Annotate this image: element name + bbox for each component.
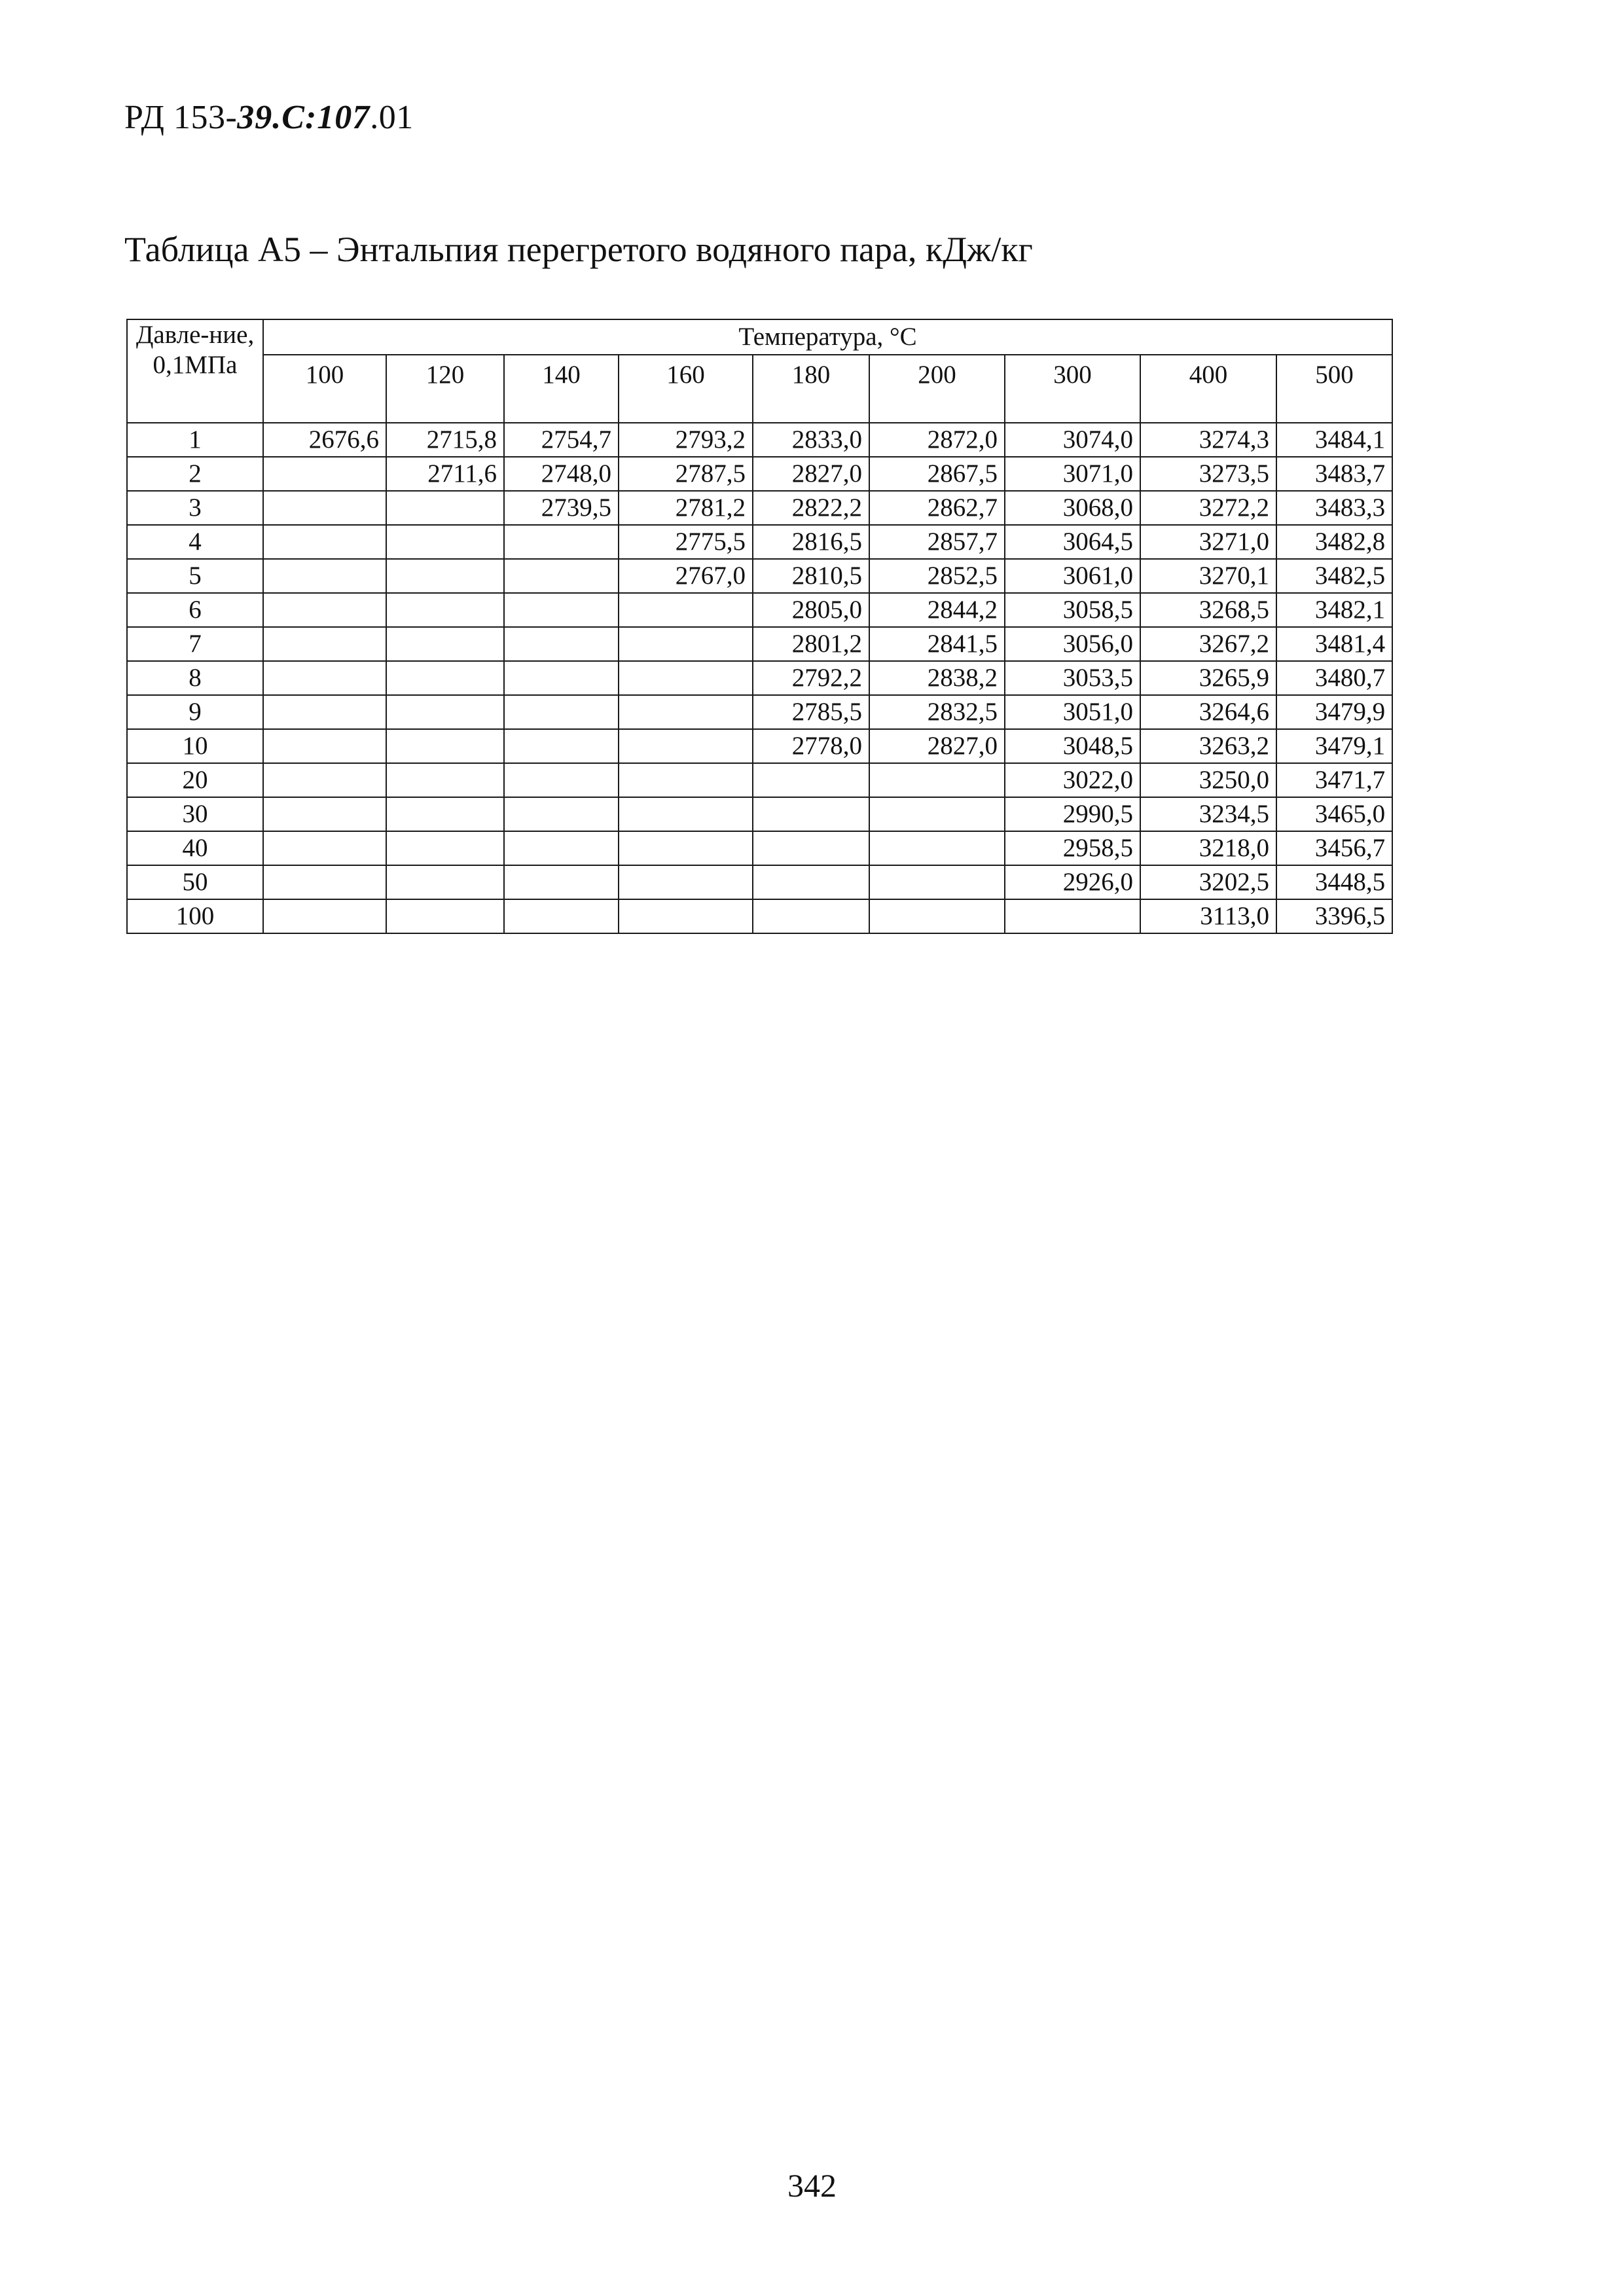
enthalpy-cell [504,627,619,661]
enthalpy-cell: 2748,0 [504,457,619,491]
temperature-header-cell: 160 [619,355,753,423]
enthalpy-cell: 3465,0 [1276,797,1392,831]
enthalpy-cell [386,729,504,763]
enthalpy-cell: 2852,5 [869,559,1005,593]
enthalpy-cell [619,627,753,661]
enthalpy-table [126,319,1393,934]
enthalpy-cell [619,661,753,695]
temperature-group-header: Температура, °С [263,319,1392,355]
pressure-cell: 5 [127,559,263,593]
enthalpy-cell: 2832,5 [869,695,1005,729]
pressure-cell: 40 [127,831,263,865]
enthalpy-cell: 3048,5 [1005,729,1140,763]
enthalpy-cell [263,457,386,491]
enthalpy-cell [869,763,1005,797]
enthalpy-cell [263,525,386,559]
enthalpy-cell: 3479,1 [1276,729,1392,763]
pressure-cell: 8 [127,661,263,695]
enthalpy-cell: 3264,6 [1140,695,1276,729]
table-row [127,559,1392,593]
enthalpy-cell: 3250,0 [1140,763,1276,797]
pressure-cell: 3 [127,491,263,525]
temperature-header-cell: 500 [1276,355,1392,423]
enthalpy-cell: 3071,0 [1005,457,1140,491]
enthalpy-cell: 2990,5 [1005,797,1140,831]
enthalpy-cell [263,899,386,933]
enthalpy-cell [386,525,504,559]
pressure-cell: 10 [127,729,263,763]
table-row [127,797,1392,831]
enthalpy-cell: 3271,0 [1140,525,1276,559]
enthalpy-cell [386,661,504,695]
enthalpy-cell: 2862,7 [869,491,1005,525]
enthalpy-cell: 3448,5 [1276,865,1392,899]
enthalpy-cell [619,695,753,729]
enthalpy-cell: 2787,5 [619,457,753,491]
enthalpy-cell: 3483,7 [1276,457,1392,491]
enthalpy-cell: 2676,6 [263,423,386,457]
enthalpy-cell: 3273,5 [1140,457,1276,491]
table-row [127,423,1392,457]
enthalpy-cell: 3471,7 [1276,763,1392,797]
enthalpy-cell [386,763,504,797]
enthalpy-cell: 3482,5 [1276,559,1392,593]
enthalpy-cell [263,695,386,729]
enthalpy-cell [386,627,504,661]
enthalpy-cell: 2827,0 [869,729,1005,763]
enthalpy-cell: 3234,5 [1140,797,1276,831]
table-row [127,661,1392,695]
temperature-values-row [127,355,1392,423]
enthalpy-cell: 2792,2 [753,661,869,695]
document-code [124,98,414,137]
enthalpy-cell: 2841,5 [869,627,1005,661]
enthalpy-cell: 2805,0 [753,593,869,627]
enthalpy-cell: 2872,0 [869,423,1005,457]
table-row [127,525,1392,559]
enthalpy-cell [619,593,753,627]
enthalpy-cell: 2781,2 [619,491,753,525]
pressure-cell: 100 [127,899,263,933]
enthalpy-cell [386,899,504,933]
pressure-cell: 20 [127,763,263,797]
enthalpy-cell: 3482,1 [1276,593,1392,627]
enthalpy-cell [869,831,1005,865]
enthalpy-cell [504,763,619,797]
enthalpy-cell [263,865,386,899]
enthalpy-cell [869,797,1005,831]
enthalpy-cell [504,797,619,831]
enthalpy-cell [263,763,386,797]
enthalpy-cell [263,627,386,661]
table-row [127,763,1392,797]
enthalpy-cell: 3480,7 [1276,661,1392,695]
enthalpy-cell [386,491,504,525]
enthalpy-cell [869,865,1005,899]
document-code-suffix: .01 [370,99,414,136]
enthalpy-cell [504,525,619,559]
enthalpy-cell [753,865,869,899]
enthalpy-cell: 3053,5 [1005,661,1140,695]
enthalpy-cell [753,797,869,831]
table-row [127,729,1392,763]
enthalpy-cell: 2838,2 [869,661,1005,695]
enthalpy-cell: 3064,5 [1005,525,1140,559]
enthalpy-cell [263,593,386,627]
enthalpy-cell [619,729,753,763]
enthalpy-cell [619,797,753,831]
table-row [127,899,1392,933]
table-body [127,423,1392,933]
enthalpy-cell: 3074,0 [1005,423,1140,457]
enthalpy-cell [869,899,1005,933]
enthalpy-cell: 3056,0 [1005,627,1140,661]
document-code-prefix: РД 153- [124,99,238,136]
temperature-header-cell: 100 [263,355,386,423]
pressure-cell: 6 [127,593,263,627]
enthalpy-cell: 2801,2 [753,627,869,661]
enthalpy-cell [263,661,386,695]
table-header-row [127,319,1392,355]
pressure-cell: 7 [127,627,263,661]
enthalpy-cell: 3270,1 [1140,559,1276,593]
enthalpy-cell [1005,899,1140,933]
enthalpy-cell: 3483,3 [1276,491,1392,525]
temperature-header-cell: 300 [1005,355,1140,423]
enthalpy-cell [504,865,619,899]
enthalpy-cell: 3218,0 [1140,831,1276,865]
enthalpy-cell: 2778,0 [753,729,869,763]
enthalpy-cell: 2867,5 [869,457,1005,491]
enthalpy-cell [504,593,619,627]
enthalpy-cell [263,831,386,865]
enthalpy-cell: 3267,2 [1140,627,1276,661]
enthalpy-cell: 2816,5 [753,525,869,559]
enthalpy-cell [619,865,753,899]
enthalpy-cell: 3272,2 [1140,491,1276,525]
enthalpy-cell: 3202,5 [1140,865,1276,899]
enthalpy-cell: 2785,5 [753,695,869,729]
enthalpy-cell: 3265,9 [1140,661,1276,695]
pressure-cell: 9 [127,695,263,729]
enthalpy-cell: 3113,0 [1140,899,1276,933]
table-row [127,627,1392,661]
enthalpy-cell: 2754,7 [504,423,619,457]
enthalpy-cell: 2833,0 [753,423,869,457]
table-container [126,319,1393,934]
enthalpy-cell: 2844,2 [869,593,1005,627]
enthalpy-cell: 3268,5 [1140,593,1276,627]
table-row [127,865,1392,899]
table-row [127,457,1392,491]
document-code-handwritten: 39.С:107 [237,99,370,136]
enthalpy-cell: 2739,5 [504,491,619,525]
enthalpy-cell: 3481,4 [1276,627,1392,661]
temperature-header-cell: 400 [1140,355,1276,423]
enthalpy-cell [263,491,386,525]
table-header [127,319,1392,423]
enthalpy-cell: 3482,8 [1276,525,1392,559]
table-row [127,695,1392,729]
enthalpy-cell: 2775,5 [619,525,753,559]
pressure-cell: 1 [127,423,263,457]
table-caption: Таблица А5 – Энтальпия перегретого водяного пара, кДж/кг [124,230,1033,269]
enthalpy-cell: 3068,0 [1005,491,1140,525]
enthalpy-cell: 3022,0 [1005,763,1140,797]
enthalpy-cell [504,695,619,729]
enthalpy-cell [386,831,504,865]
enthalpy-cell: 3479,9 [1276,695,1392,729]
enthalpy-cell [619,763,753,797]
table-row [127,831,1392,865]
enthalpy-cell [263,797,386,831]
enthalpy-cell [263,559,386,593]
enthalpy-cell [504,729,619,763]
enthalpy-cell: 2711,6 [386,457,504,491]
enthalpy-cell: 2926,0 [1005,865,1140,899]
enthalpy-cell: 2810,5 [753,559,869,593]
table-row [127,491,1392,525]
enthalpy-cell [753,899,869,933]
enthalpy-cell [504,831,619,865]
enthalpy-cell [504,559,619,593]
temperature-header-cell: 200 [869,355,1005,423]
enthalpy-cell: 2827,0 [753,457,869,491]
pressure-cell: 50 [127,865,263,899]
enthalpy-cell: 3274,3 [1140,423,1276,457]
pressure-column-header: Давле-ние, 0,1МПа [127,319,263,423]
pressure-cell: 2 [127,457,263,491]
enthalpy-cell [386,797,504,831]
page-number: 342 [787,2167,837,2204]
enthalpy-cell: 3456,7 [1276,831,1392,865]
enthalpy-cell: 3263,2 [1140,729,1276,763]
table-row [127,593,1392,627]
enthalpy-cell: 2857,7 [869,525,1005,559]
enthalpy-cell [386,865,504,899]
temperature-header-cell: 180 [753,355,869,423]
enthalpy-cell: 3061,0 [1005,559,1140,593]
enthalpy-cell: 3484,1 [1276,423,1392,457]
enthalpy-cell: 2822,2 [753,491,869,525]
pressure-cell: 4 [127,525,263,559]
enthalpy-cell [263,729,386,763]
enthalpy-cell [619,831,753,865]
temperature-header-cell: 140 [504,355,619,423]
enthalpy-cell: 2767,0 [619,559,753,593]
enthalpy-cell: 3058,5 [1005,593,1140,627]
enthalpy-cell [386,559,504,593]
enthalpy-cell [386,695,504,729]
temperature-header-cell: 120 [386,355,504,423]
enthalpy-cell [753,831,869,865]
enthalpy-cell: 3051,0 [1005,695,1140,729]
enthalpy-cell [386,593,504,627]
pressure-cell: 30 [127,797,263,831]
enthalpy-cell: 2958,5 [1005,831,1140,865]
enthalpy-cell: 2793,2 [619,423,753,457]
enthalpy-cell [753,763,869,797]
enthalpy-cell [504,661,619,695]
enthalpy-cell: 3396,5 [1276,899,1392,933]
enthalpy-cell: 2715,8 [386,423,504,457]
enthalpy-cell [504,899,619,933]
enthalpy-cell [619,899,753,933]
